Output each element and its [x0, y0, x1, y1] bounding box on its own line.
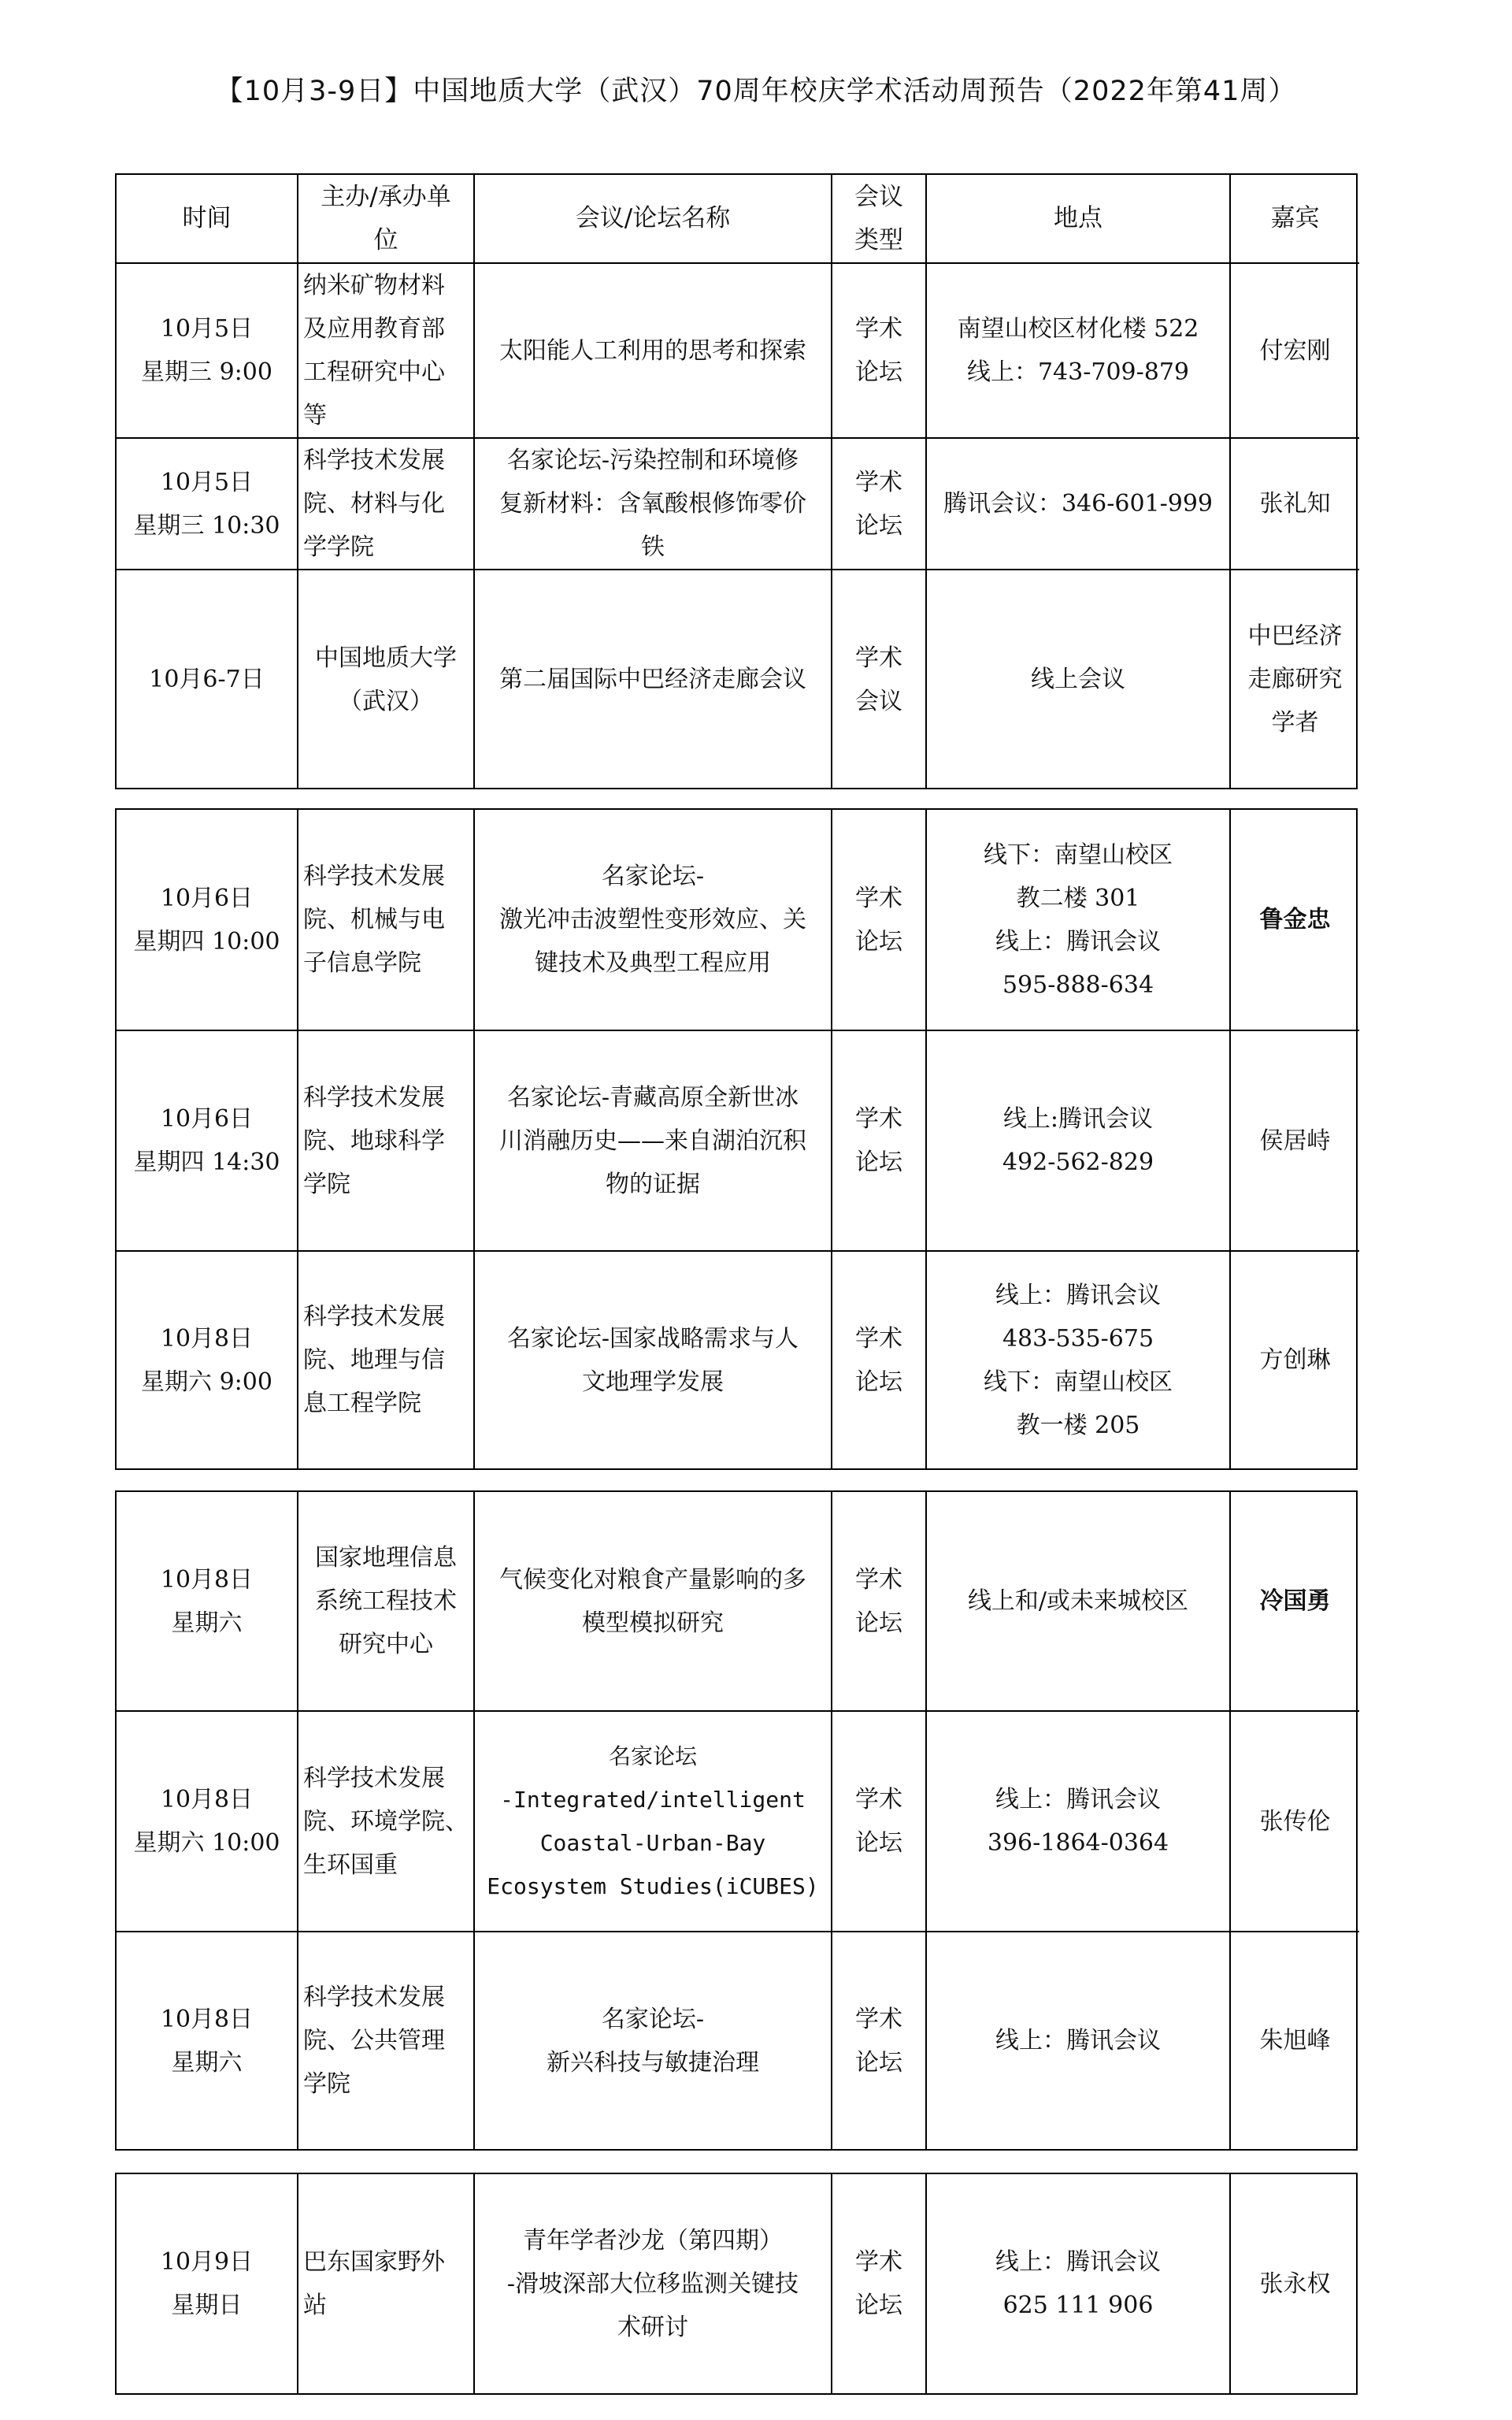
- cell-organizer-line: 工程研究中心: [303, 358, 445, 386]
- cell-organizer-line: 中国地质大学: [315, 644, 457, 672]
- cell-meeting-type: [832, 1711, 926, 1932]
- cell-location: [926, 263, 1230, 438]
- cell-organizer: [298, 1932, 474, 2149]
- cell-time-line: 星期六: [171, 1609, 243, 1637]
- cell-meeting-name-line: Coastal-Urban-Bay: [539, 1830, 766, 1856]
- cell-time-line: 10月8日: [160, 1324, 254, 1353]
- cell-organizer-line: 科学技术发展: [303, 447, 445, 474]
- cell-organizer: [298, 438, 474, 570]
- cell-location-line: 线上：腾讯会议: [995, 927, 1161, 956]
- cell-organizer-line: 国家地理信息: [315, 1544, 457, 1572]
- cell-organizer-line: 子信息学院: [303, 949, 421, 977]
- cell-meeting-name-line: 川消融历史——来自湖泊沉积: [499, 1126, 806, 1155]
- header-meeting-name: 会议/论坛名称: [474, 175, 832, 263]
- cell-location-line: 线上：腾讯会议: [995, 1786, 1161, 1813]
- cell-meeting-name: [474, 1492, 832, 1711]
- cell-time: [117, 1251, 298, 1468]
- cell-meeting-type-line: 学术: [855, 1105, 902, 1133]
- cell-guest: [1230, 438, 1359, 570]
- cell-meeting-type: [832, 810, 926, 1030]
- cell-guest-line: 付宏刚: [1259, 336, 1331, 365]
- schedule-table: [117, 175, 1359, 789]
- cell-guest-line: 侯居峙: [1259, 1126, 1331, 1155]
- cell-meeting-name-line: 铁: [641, 533, 665, 561]
- cell-meeting-name-line: 模型模拟研究: [582, 1609, 724, 1637]
- cell-organizer-line: 纳米矿物材料: [303, 272, 445, 299]
- cell-organizer-line: 息工程学院: [303, 1390, 421, 1417]
- cell-meeting-type-line: 会议: [855, 687, 902, 715]
- cell-meeting-type-line: 论坛: [855, 358, 902, 386]
- cell-time-line: 星期日: [171, 2292, 243, 2319]
- cell-meeting-name-line: 物的证据: [606, 1170, 700, 1198]
- cell-meeting-name: [474, 263, 832, 438]
- table-row: [117, 1932, 1359, 2149]
- cell-organizer-line: 系统工程技术: [315, 1587, 457, 1615]
- cell-location-line: 线上：腾讯会议: [995, 2248, 1161, 2276]
- cell-organizer-line: 科学技术发展: [303, 1303, 445, 1331]
- cell-location: [926, 1932, 1230, 2149]
- cell-meeting-name-line: -滑坡深部大位移监测关键技: [506, 2270, 799, 2298]
- cell-organizer-line: 院、公共管理: [303, 2027, 445, 2054]
- cell-organizer: [298, 810, 474, 1030]
- cell-meeting-name-line: 气候变化对粮食产量影响的多: [499, 1565, 806, 1594]
- cell-organizer-line: 科学技术发展: [303, 1764, 445, 1792]
- cell-meeting-type: [832, 1492, 926, 1711]
- cell-location: [926, 438, 1230, 570]
- cell-organizer: [298, 1711, 474, 1932]
- cell-organizer: [298, 1030, 474, 1251]
- cell-meeting-name-line: 名家论坛-国家战略需求与人: [506, 1324, 799, 1353]
- cell-meeting-name: [474, 2174, 832, 2393]
- cell-meeting-type-line: 论坛: [855, 1368, 902, 1396]
- cell-location-line: 线上：腾讯会议: [995, 2027, 1161, 2054]
- cell-guest: [1230, 263, 1359, 438]
- cell-guest-line: 学者: [1271, 709, 1319, 737]
- table-row: [117, 1251, 1359, 1468]
- table-row: [117, 1030, 1359, 1251]
- cell-time-line: 10月8日: [160, 2005, 254, 2033]
- cell-guest: [1230, 1251, 1359, 1468]
- cell-time: [117, 1492, 298, 1711]
- cell-meeting-type-line: 论坛: [855, 1829, 902, 1857]
- schedule-table-block-3: [115, 1490, 1358, 2151]
- cell-time-line: 10月8日: [160, 1786, 254, 1813]
- cell-meeting-name-line: 新兴科技与敏捷治理: [547, 2048, 759, 2077]
- cell-meeting-name: [474, 438, 832, 570]
- page-title: 【10月3-9日】中国地质大学（武汉）70周年校庆学术活动周预告（2022年第41周）: [215, 76, 1297, 107]
- schedule-table-block-2: [115, 808, 1358, 1470]
- cell-meeting-type-line: 学术: [855, 644, 902, 672]
- cell-organizer-line: 学院: [303, 2070, 350, 2098]
- cell-meeting-name-line: 名家论坛: [608, 1743, 697, 1769]
- cell-meeting-type-line: 学术: [855, 2005, 902, 2033]
- cell-guest-line: 方创琳: [1259, 1346, 1331, 1374]
- table-row: [117, 438, 1359, 570]
- cell-time-line: 星期三 9:00: [141, 358, 272, 386]
- cell-meeting-name: [474, 1030, 832, 1251]
- cell-time-line: 10月6日: [160, 1105, 254, 1133]
- cell-meeting-name: [474, 570, 832, 789]
- cell-meeting-type-line: 学术: [855, 1324, 902, 1353]
- cell-meeting-name-line: 青年学者沙龙（第四期）: [523, 2226, 783, 2255]
- cell-meeting-name-line: 名家论坛-污染控制和环境修: [506, 447, 799, 474]
- cell-organizer-line: 院、机械与电: [303, 906, 445, 933]
- cell-organizer-line: 站: [303, 2292, 327, 2319]
- cell-meeting-type-line: 论坛: [855, 1609, 902, 1637]
- cell-guest-line: 朱旭峰: [1259, 2027, 1331, 2054]
- cell-guest: [1230, 2174, 1359, 2393]
- cell-time-line: 10月6-7日: [149, 666, 265, 693]
- header-time: 时间: [117, 175, 298, 263]
- cell-guest-line: 走廊研究: [1247, 666, 1343, 693]
- cell-meeting-name: [474, 1932, 832, 2149]
- cell-meeting-type-line: 论坛: [855, 511, 902, 540]
- cell-organizer-line: 等: [303, 402, 327, 429]
- cell-time: [117, 1711, 298, 1932]
- cell-guest-line: 张传伦: [1259, 1807, 1331, 1835]
- cell-meeting-name-line: 文地理学发展: [582, 1368, 724, 1396]
- cell-location-line: 线上：腾讯会议: [995, 1281, 1161, 1309]
- cell-time-line: 10月9日: [160, 2248, 254, 2276]
- cell-time-line: 星期三 10:30: [133, 511, 280, 540]
- cell-organizer-line: 院、地理与信: [303, 1346, 445, 1374]
- cell-organizer-line: 研究中心: [339, 1631, 433, 1658]
- cell-guest: [1230, 1492, 1359, 1711]
- cell-guest-line: 张永权: [1259, 2270, 1331, 2298]
- cell-organizer-line: 生环国重: [303, 1850, 398, 1879]
- cell-meeting-type: [832, 570, 926, 789]
- cell-meeting-name-line: 名家论坛-青藏高原全新世冰: [506, 1083, 799, 1112]
- cell-time-line: 星期四 10:00: [133, 927, 280, 956]
- cell-guest-line: 张礼知: [1259, 490, 1331, 518]
- cell-organizer-line: 学院: [303, 1170, 350, 1198]
- table-row: [117, 263, 1359, 438]
- cell-time-line: 星期六 9:00: [141, 1368, 272, 1396]
- header-organizer: 主办/承办单 位: [298, 175, 474, 263]
- cell-location-line: 625 111 906: [1002, 2292, 1154, 2319]
- cell-location-line: 线上：743-709-879: [966, 358, 1190, 386]
- cell-location: [926, 1030, 1230, 1251]
- cell-meeting-type: [832, 1251, 926, 1468]
- cell-meeting-name-line: Ecosystem Studies(iCUBES): [487, 1873, 819, 1899]
- cell-location: [926, 1251, 1230, 1468]
- cell-location-line: 南望山校区材化楼 522: [957, 315, 1199, 343]
- cell-meeting-name-line: 名家论坛-: [601, 863, 705, 890]
- cell-meeting-type: [832, 2174, 926, 2393]
- cell-organizer-line: 院、环境学院、: [303, 1807, 469, 1835]
- cell-location-line: 396-1864-0364: [987, 1829, 1169, 1857]
- cell-meeting-name-line: 复新材料：含氧酸根修饰零价: [499, 490, 806, 518]
- cell-meeting-name: [474, 810, 832, 1030]
- cell-meeting-name-line: 术研讨: [617, 2313, 688, 2341]
- cell-time-line: 10月5日: [160, 468, 254, 496]
- cell-meeting-name-line: 名家论坛-: [601, 2005, 705, 2033]
- schedule-table-block-4: [115, 2173, 1358, 2395]
- cell-location-line: 教一楼 205: [1016, 1411, 1140, 1439]
- cell-meeting-name-line: 键技术及典型工程应用: [535, 949, 771, 977]
- cell-meeting-type-line: 论坛: [855, 2048, 902, 2077]
- cell-organizer-line: 院、材料与化: [303, 490, 445, 518]
- cell-time-line: 星期六: [171, 2048, 243, 2077]
- cell-meeting-type-line: 学术: [855, 1786, 902, 1813]
- cell-meeting-type: [832, 438, 926, 570]
- schedule-table: [117, 2174, 1359, 2393]
- cell-organizer: [298, 1492, 474, 1711]
- cell-meeting-type-line: 学术: [855, 315, 902, 343]
- cell-meeting-type: [832, 1030, 926, 1251]
- cell-organizer-line: 科学技术发展: [303, 1083, 445, 1112]
- cell-meeting-name-line: 太阳能人工利用的思考和探索: [499, 336, 806, 365]
- cell-meeting-type-line: 论坛: [855, 1149, 902, 1176]
- cell-time-line: 星期六 10:00: [133, 1829, 280, 1857]
- cell-location-line: 教二楼 301: [1016, 884, 1140, 912]
- table-row: [117, 1492, 1359, 1711]
- header-location: 地点: [926, 175, 1230, 263]
- cell-time-line: 10月6日: [160, 884, 254, 912]
- cell-meeting-name: [474, 1711, 832, 1932]
- cell-organizer-line: 学学院: [303, 533, 374, 561]
- cell-organizer-line: 院、地球科学: [303, 1126, 445, 1155]
- cell-organizer: [298, 1251, 474, 1468]
- cell-guest: [1230, 1030, 1359, 1251]
- cell-meeting-type-line: 学术: [855, 884, 902, 912]
- cell-organizer-line: 科学技术发展: [303, 863, 445, 890]
- cell-location-line: 线上:腾讯会议: [1002, 1105, 1154, 1133]
- table-row: [117, 810, 1359, 1030]
- cell-location-line: 线上和/或未来城校区: [967, 1587, 1189, 1615]
- cell-time-line: 10月5日: [160, 315, 254, 343]
- cell-time: [117, 1030, 298, 1251]
- cell-location: [926, 2174, 1230, 2393]
- cell-organizer-line: 科学技术发展: [303, 1984, 445, 2011]
- cell-guest: [1230, 810, 1359, 1030]
- table-row: [117, 2174, 1359, 2393]
- cell-meeting-type-line: 论坛: [855, 2292, 902, 2319]
- cell-time-line: 10月8日: [160, 1565, 254, 1594]
- cell-meeting-name-line: 激光冲击波塑性变形效应、关: [499, 906, 806, 933]
- cell-guest-line: 中巴经济: [1247, 622, 1343, 650]
- cell-meeting-name-line: 第二届国际中巴经济走廊会议: [499, 666, 806, 693]
- cell-location-line: 腾讯会议：346-601-999: [943, 490, 1214, 518]
- header-guest: 嘉宾: [1230, 175, 1359, 263]
- cell-location-line: 线下：南望山校区: [984, 841, 1173, 869]
- cell-time: [117, 1932, 298, 2149]
- cell-time: [117, 263, 298, 438]
- cell-location-line: 线下：南望山校区: [984, 1368, 1173, 1396]
- cell-meeting-type-line: 学术: [855, 468, 902, 496]
- cell-time: [117, 810, 298, 1030]
- cell-time-line: 星期四 14:30: [133, 1149, 280, 1176]
- cell-location-line: 线上会议: [1031, 666, 1125, 693]
- cell-guest: [1230, 570, 1359, 789]
- cell-location-line: 492-562-829: [1002, 1149, 1154, 1176]
- schedule-table-block-1: [115, 173, 1358, 789]
- cell-organizer: [298, 570, 474, 789]
- cell-organizer-line: 巴东国家野外: [303, 2248, 445, 2276]
- table-row: [117, 1711, 1359, 1932]
- cell-location: [926, 570, 1230, 789]
- schedule-table: [117, 1492, 1359, 2149]
- cell-organizer-line: （武汉）: [339, 687, 433, 715]
- cell-location-line: 483-535-675: [1002, 1324, 1154, 1353]
- cell-meeting-name-line: -Integrated/intelligent: [500, 1787, 806, 1813]
- cell-location: [926, 1711, 1230, 1932]
- cell-meeting-name: [474, 1251, 832, 1468]
- cell-meeting-type: [832, 263, 926, 438]
- cell-guest-line: 冷国勇: [1259, 1587, 1331, 1615]
- schedule-table: [117, 810, 1359, 1468]
- cell-location-line: 595-888-634: [1002, 971, 1154, 999]
- cell-meeting-type-line: 论坛: [855, 927, 902, 956]
- cell-guest: [1230, 1711, 1359, 1932]
- cell-organizer-line: 及应用教育部: [303, 315, 445, 343]
- cell-location: [926, 810, 1230, 1030]
- cell-guest-line: 鲁金忠: [1259, 906, 1331, 933]
- cell-time: [117, 570, 298, 789]
- cell-guest: [1230, 1932, 1359, 2149]
- cell-meeting-type-line: 学术: [855, 1565, 902, 1594]
- table-header-row: [117, 175, 1359, 263]
- cell-meeting-type-line: 学术: [855, 2248, 902, 2276]
- cell-organizer: [298, 2174, 474, 2393]
- cell-location: [926, 1492, 1230, 1711]
- cell-time: [117, 438, 298, 570]
- table-row: [117, 570, 1359, 789]
- cell-organizer: [298, 263, 474, 438]
- cell-time: [117, 2174, 298, 2393]
- header-meeting-type: 会议 类型: [832, 175, 926, 263]
- cell-meeting-type: [832, 1932, 926, 2149]
